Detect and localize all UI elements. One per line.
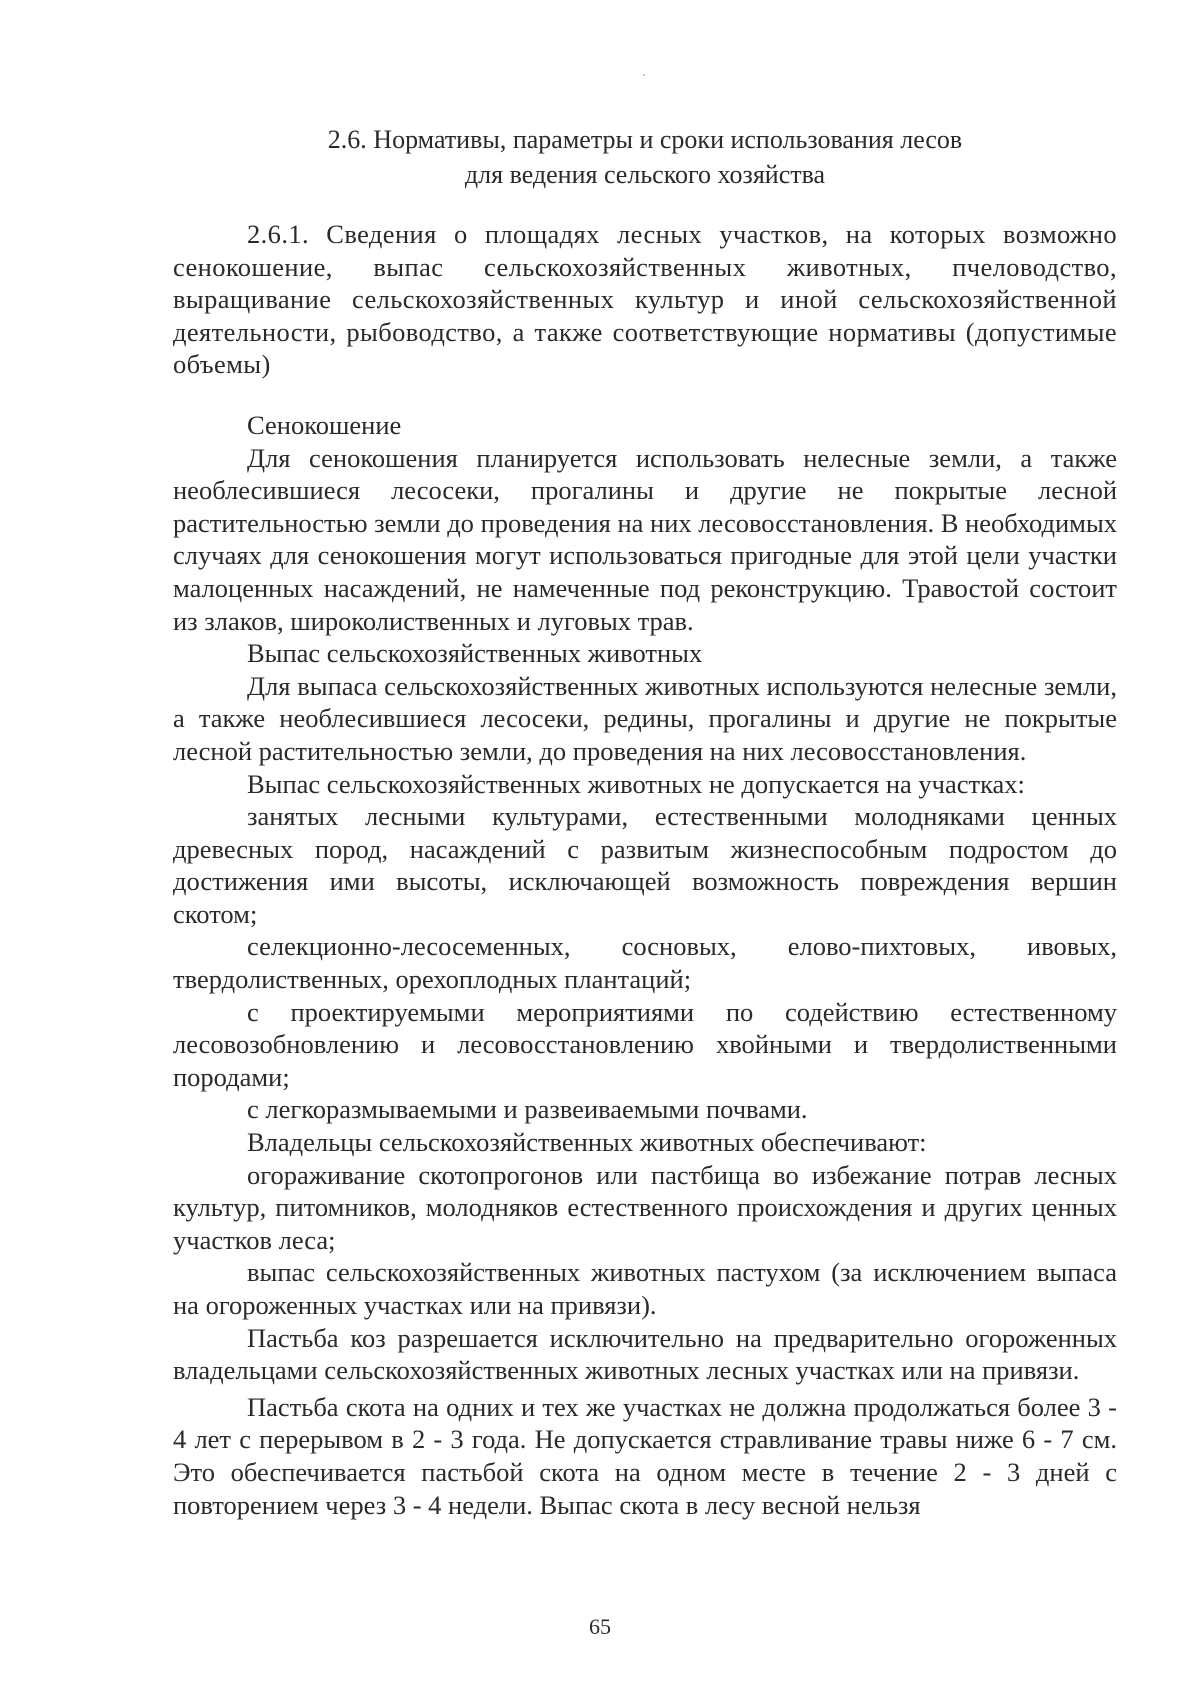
list-item-reforestation: с проектируемыми мероприятиями по содействию естественному лесовозобновлению и лесовосстановлению хвойными и твердолиственными породами; [173, 996, 1117, 1092]
body-text [173, 218, 1117, 1521]
list-item-shepherd: выпас сельскохозяйственных животных пастухом (за исключением выпаса на огороженных участках или на привязи). [173, 1257, 1117, 1320]
paragraph-2-6-1: 2.6.1. Сведения о площадях лесных участков, на которых возможно сенокошение, выпас сельскохозяйственных животных, пчеловодство, выращивание сельскохозяйственных культур и иной сельскохозяйственной деятельности, рыбоводство, а также соответствующие нормативы (допустимые объемы) [173, 219, 1117, 380]
paragraph-pasture-rotation: Пастьба скота на одних и тех же участках не должна продолжаться более 3 - 4 лет с перерывом в 2 - 3 года. Не допускается стравливание травы ниже 6 - 7 см. Это обеспечивается пастьбой скота на одном месте в течение 2 - 3 дней с повторением через 3 - 4 недели. Выпас скота в лесу весной нельзя [173, 1391, 1117, 1520]
list-item-fencing: огораживание скотопрогонов или пастбища во избежание потрав лесных культур, питомников, молодняков естественного происхождения и других ценных участков леса; [173, 1159, 1117, 1255]
list-item-plantations: селекционно-лесосеменных, сосновых, елово-пихтовых, ивовых, твердолиственных, орехоплодных плантаций; [173, 931, 1117, 995]
subheading-haymaking: Сенокошение [247, 409, 402, 440]
paragraph-grazing-restrictions: Выпас сельскохозяйственных животных не допускается на участках: [247, 768, 1025, 799]
paragraph-goats: Пастьба коз разрешается исключительно на предварительно огороженных владельцами сельскохозяйственных животных лесных участках или на привязи. [173, 1322, 1117, 1386]
page-number: 65 [589, 1614, 611, 1639]
heading-line-1: 2.6. Нормативы, параметры и сроки использования лесов [327, 125, 963, 154]
paragraph-owners-duties: Владельцы сельскохозяйственных животных обеспечивают: [247, 1127, 927, 1158]
heading-line-2: для ведения сельского хозяйства [464, 160, 826, 189]
paragraph-haymaking: Для сенокошения планируется использовать нелесные земли, а также необлесившиеся лесосеки, прогалины и другие не покрытые лесной растительностью земли до проведения на них лесовосстановления. В необходимых случаях для сенокошения могут использоваться пригодные для этой цели участки малоценных насаждений, не намеченные под реконструкцию. Травостой состоит из злаков, широколиственных и луговых трав. [173, 442, 1117, 636]
paragraph-grazing: Для выпаса сельскохозяйственных животных используются нелесные земли, а также необлесившиеся лесосеки, редины, прогалины и другие не покрытые лесной растительностью земли, до проведения на них лесовосстановления. [173, 670, 1117, 766]
subheading-grazing: Выпас сельскохозяйственных животных [247, 638, 703, 669]
section-heading [173, 122, 1117, 192]
list-item-forest-cultures: занятых лесными культурами, естественными молодняками ценных древесных пород, насаждений с развитым жизнеспособным подростом до достижения ими высоты, исключающей возможность повреждения вершин скотом; [173, 801, 1117, 929]
scan-speck [643, 74, 645, 76]
list-item-soils: с легкоразмываемыми и развеиваемыми почвами. [247, 1094, 808, 1125]
